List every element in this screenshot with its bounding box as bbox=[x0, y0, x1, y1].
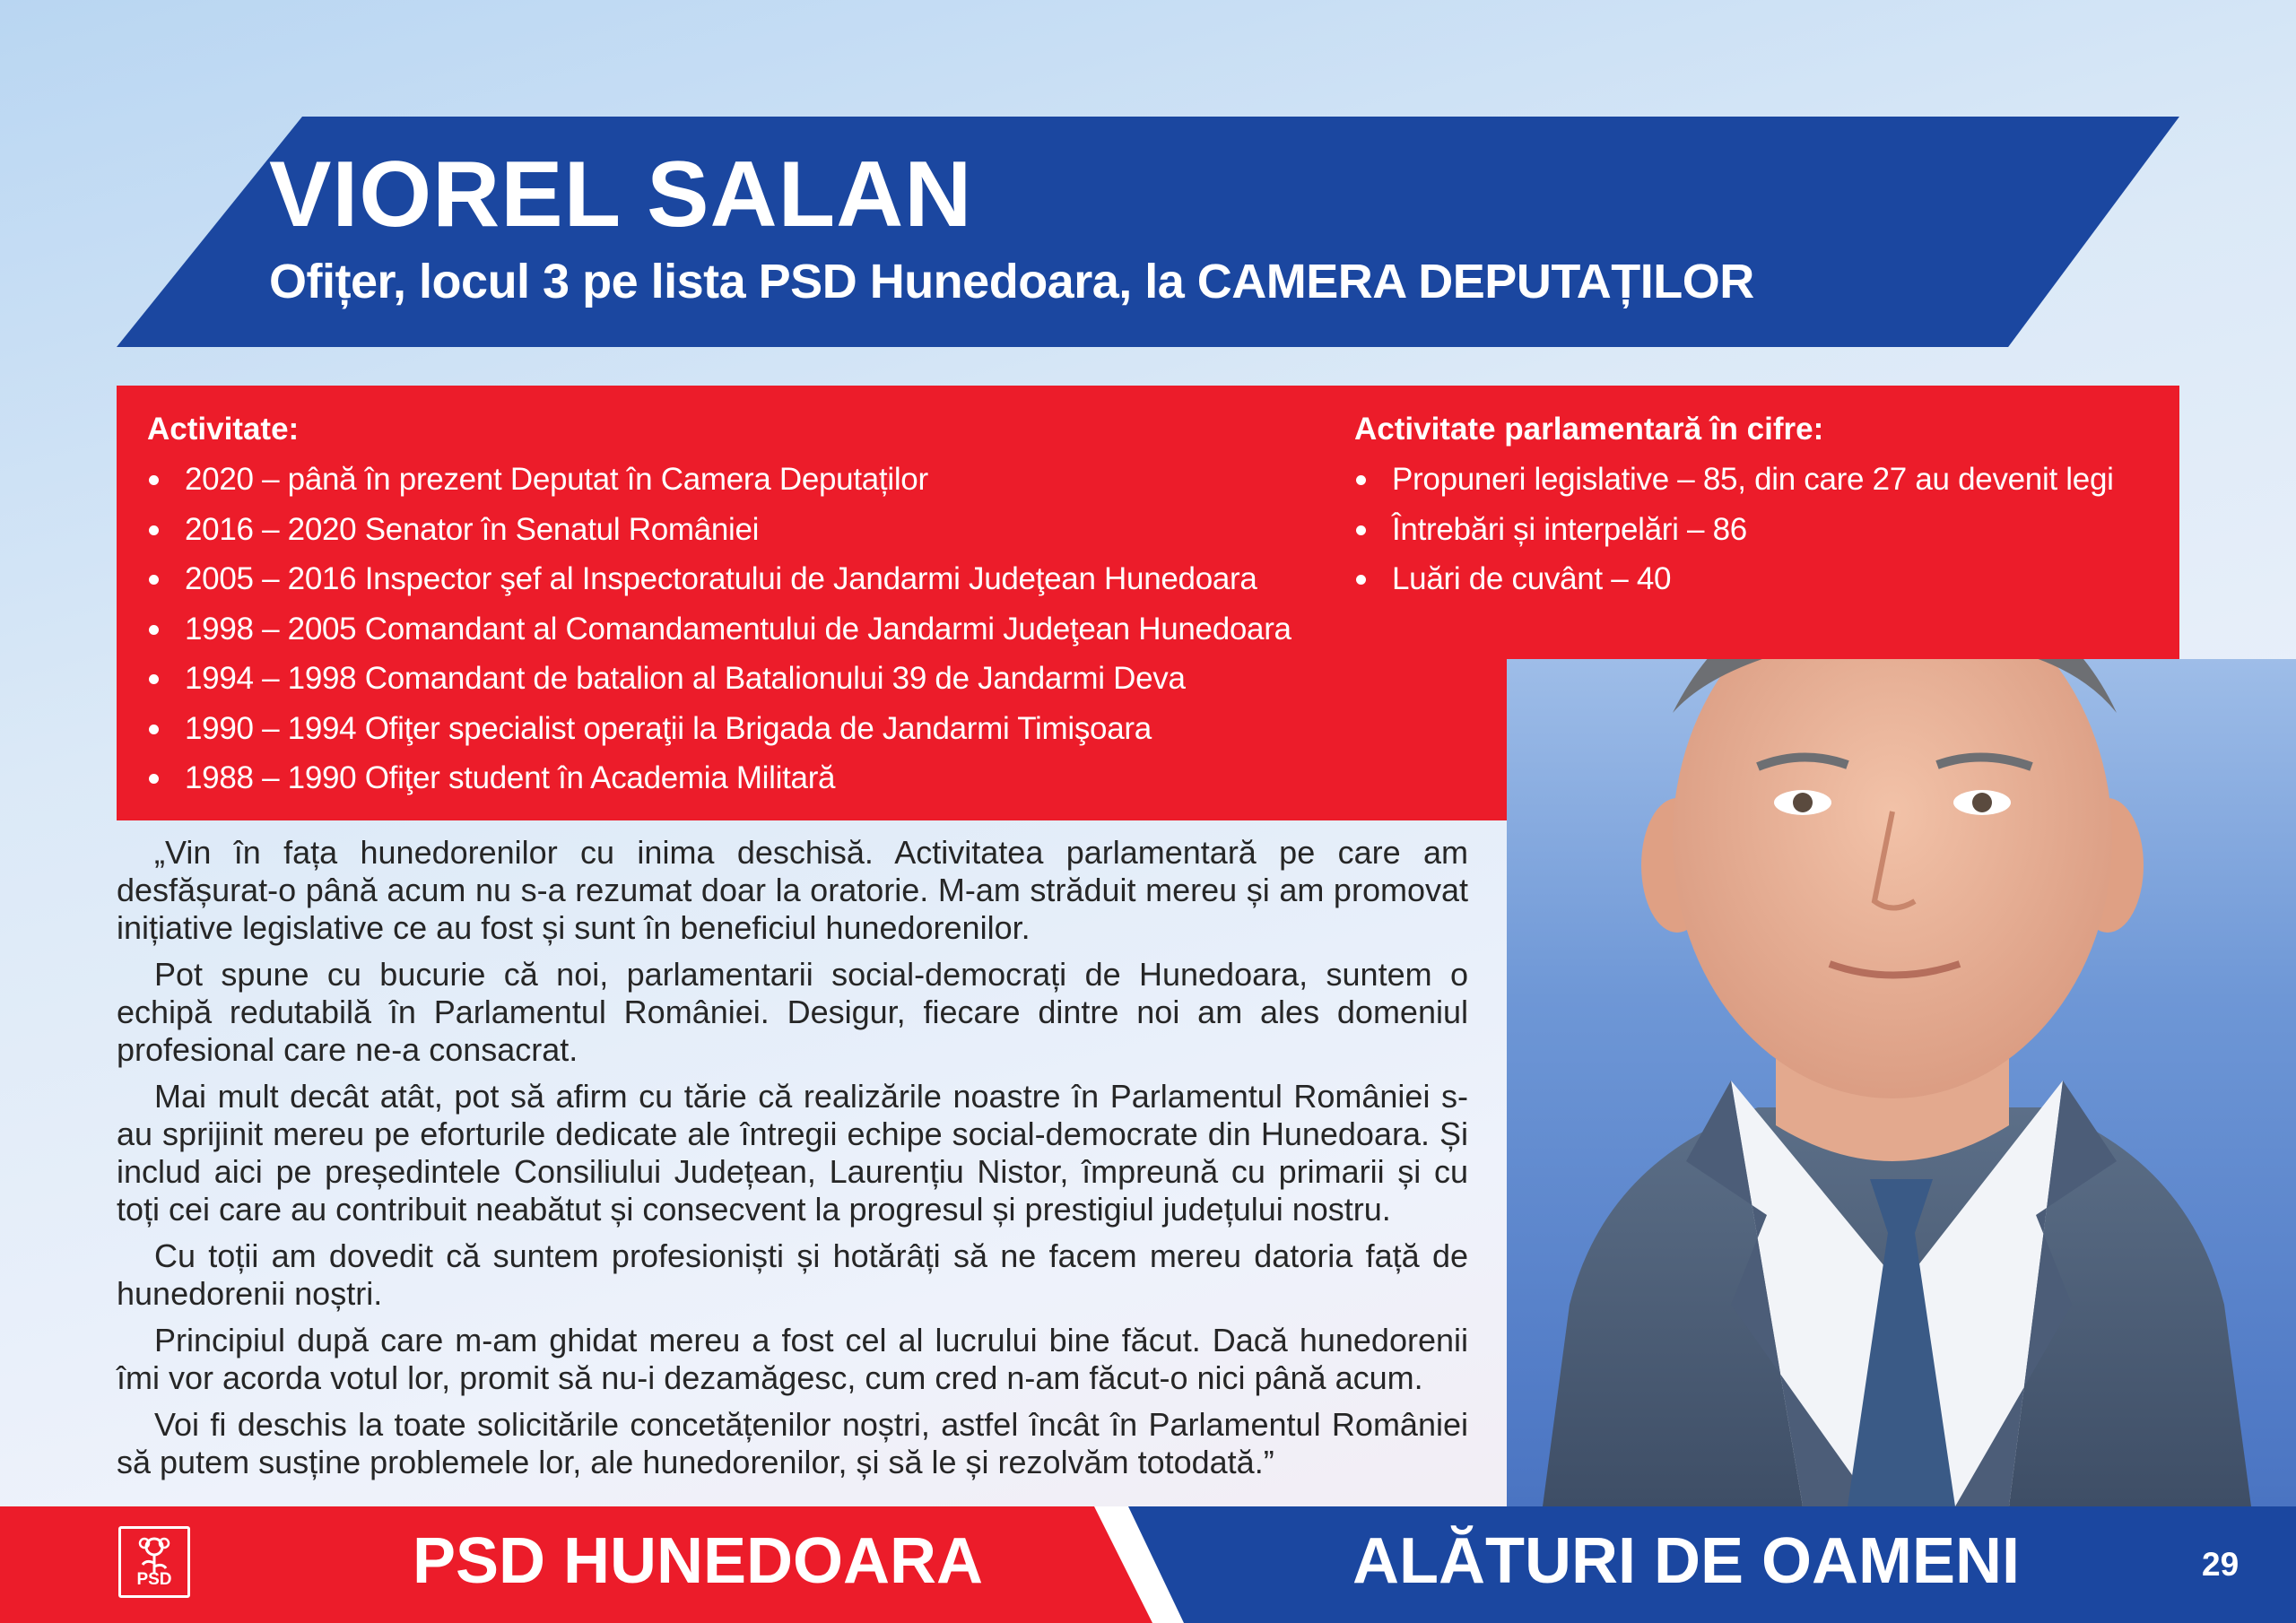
statement-paragraph: Voi fi deschis la toate solicitările concetățenilor noștri, astfel încât în Parlamentul României să putem susține problemele lor, ale hunedorenilor, și să le și rezolvăm totodată.” bbox=[117, 1406, 1468, 1480]
candidate-name: VIOREL SALAN bbox=[269, 143, 973, 247]
statement-paragraph: Mai mult decât atât, pot să afirm cu tărie că realizările noastre în Parlamentul României s-au sprijinit mereu pe eforturile dedicate ale întregii echipe social-democrate din Hunedoara. Și includ aici pe președintele Consiliului Județean, Laurențiu Nistor, împreună cu primarii și cu toți cei care au contribuit neabătut și consecvent la progresul și prestigiul județului nostru. bbox=[117, 1078, 1468, 1228]
list-item: 2016 – 2020 Senator în Senatul României bbox=[147, 505, 1292, 555]
page-number: 29 bbox=[2202, 1546, 2239, 1583]
activity-title: Activitate: bbox=[147, 412, 300, 447]
candidate-statement bbox=[117, 834, 1468, 1490]
statement-paragraph: Cu toții am dovedit că suntem profesioniști și hotărâți să ne facem mereu datoria față de hunedorenii noștri. bbox=[117, 1237, 1468, 1312]
candidate-subtitle: Ofițer, locul 3 pe lista PSD Hunedoara, la CAMERA DEPUTAȚILOR bbox=[269, 255, 1754, 308]
list-item: 1998 – 2005 Comandant al Comandamentului de Jandarmi Judeţean Hunedoara bbox=[147, 604, 1292, 655]
candidate-photo bbox=[1507, 659, 2296, 1506]
list-item: 1988 – 1990 Ofiţer student în Academia Militară bbox=[147, 753, 1292, 803]
list-item: Propuneri legislative – 85, din care 27 au devenit legi bbox=[1354, 455, 2114, 505]
list-item: 1990 – 1994 Ofiţer specialist operaţii la Brigada de Jandarmi Timişoara bbox=[147, 704, 1292, 754]
list-item: Întrebări și interpelări – 86 bbox=[1354, 505, 2114, 555]
party-logo-text: PSD bbox=[136, 1570, 172, 1589]
statement-paragraph: „Vin în fața hunedorenilor cu inima deschisă. Activitatea parlamentară pe care am desfășurat-o până acum nu s-a rezumat doar la oratorie. M-am străduit mereu și am promovat inițiative legislative ce au fost și sunt în beneficiul hunedorenilor. bbox=[117, 834, 1468, 946]
footer-party-name: PSD HUNEDOARA bbox=[413, 1525, 984, 1597]
statement-paragraph: Principiul după care m-am ghidat mereu a fost cel al lucrului bine făcut. Dacă hunedorenii îmi vor acorda votul lor, promit să nu-i dezamăgesc, cum cred n-am făcut-o nici până acum. bbox=[117, 1322, 1468, 1396]
statement-paragraph: Pot spune cu bucurie că noi, parlamentarii social-democrați de Hunedoara, suntem o echipă redutabilă în Parlamentul României. Desigur, fiecare dintre noi am ales domeniul profesional care ne-a consacrat. bbox=[117, 956, 1468, 1068]
party-logo bbox=[118, 1526, 190, 1598]
stats-title: Activitate parlamentară în cifre: bbox=[1354, 412, 1824, 447]
footer-slogan: ALĂTURI DE OAMENI bbox=[1352, 1525, 2020, 1597]
list-item: 2005 – 2016 Inspector şef al Inspectoratului de Jandarmi Judeţean Hunedoara bbox=[147, 554, 1292, 604]
list-item: 2020 – până în prezent Deputat în Camera Deputaților bbox=[147, 455, 1292, 505]
list-item: 1994 – 1998 Comandant de batalion al Batalionului 39 de Jandarmi Deva bbox=[147, 654, 1292, 704]
portrait-illustration bbox=[1507, 659, 2296, 1506]
activity-list bbox=[147, 455, 1292, 803]
list-item: Luări de cuvânt – 40 bbox=[1354, 554, 2114, 604]
stats-list bbox=[1354, 455, 2114, 604]
